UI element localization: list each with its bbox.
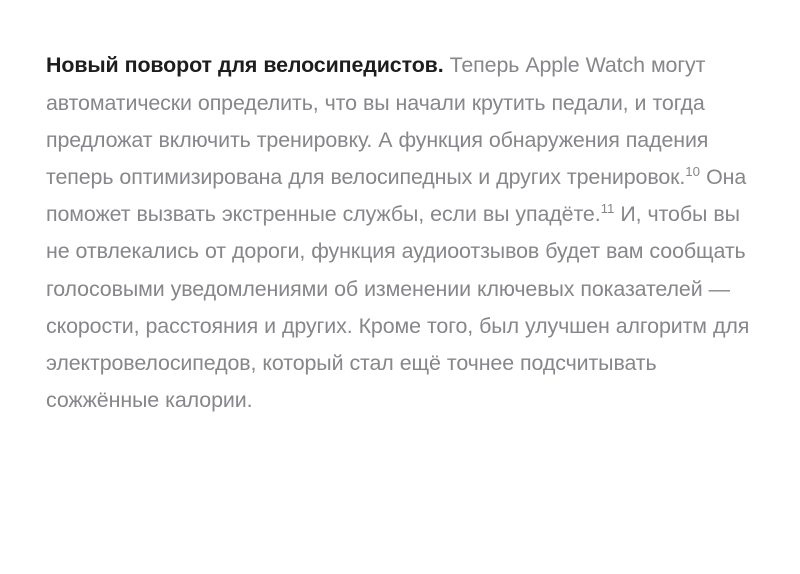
paragraph-text-segment-1: Теперь Apple Watch могут автоматически определить, что вы начали крутить педали, и тогда предложат включить тренировку. А функция обнаружения падения теперь оптимизирована для велосипедных и других тренировок.: [46, 53, 709, 189]
footnote-marker-10: 10: [685, 163, 701, 179]
footnote-marker-11: 11: [600, 201, 615, 217]
paragraph-lead-in: Новый поворот для велосипедистов.: [46, 53, 444, 78]
paragraph-text-segment-3: И, чтобы вы не отвлекались от дороги, функция аудиоотзывов будет вам сообщать голосовыми уведомлениями об изменении ключевых показателей — скорости, расстояния и других. Кроме того, был улучшен алгоритм для электровелосипедов, который стал ещё точнее подсчитывать сожжённые калории.: [46, 202, 750, 413]
paragraph-text-segment-2: Она поможет вызвать экстренные службы, если вы упадёте.: [46, 165, 747, 227]
body-paragraph: [46, 47, 752, 419]
